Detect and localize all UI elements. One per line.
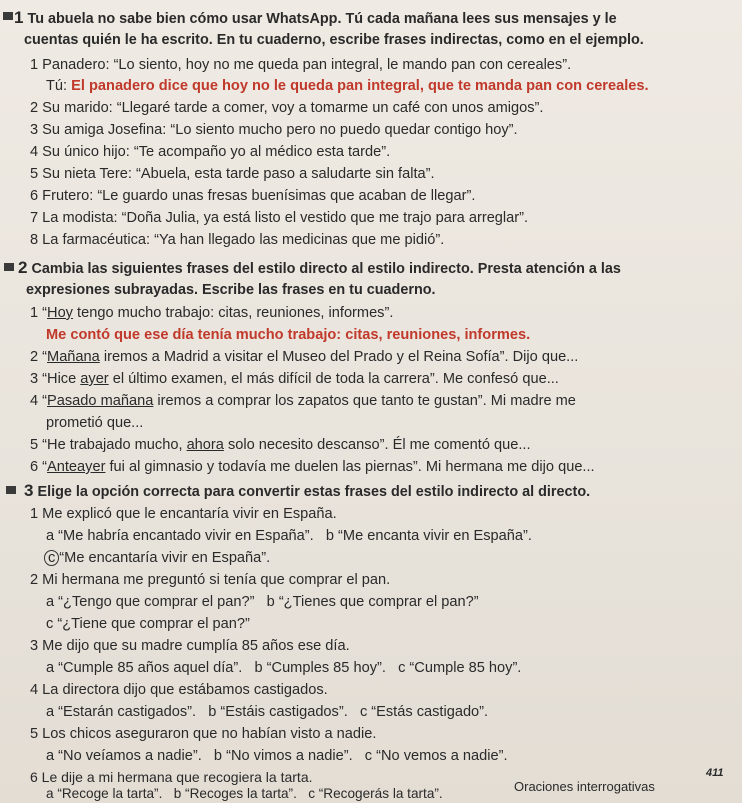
ex3-q6-option-b: b “Recoges la tarta”. <box>173 786 297 801</box>
ex2-item-5-underlined: ahora <box>186 437 224 453</box>
page-number: 411 <box>706 767 724 779</box>
ex1-instruction-line1: 1 Tu abuela no sabe bien cómo usar WhatsApp. Tú cada mañana lees sus mensajes y le <box>14 8 617 27</box>
ex3-q1-option-a: a “Me habría encantado vivir en España”. <box>46 528 314 544</box>
ex2-instruction-line1: 2 Cambia las siguientes frases del estilo directo al estilo indirecto. Presta atención a las <box>18 258 621 277</box>
ex3-question-2: 2 Mi hermana me preguntó si tenía que comprar el pan. <box>30 572 391 588</box>
ex1-item-5: 5 Su nieta Tere: “Abuela, esta tarde paso a saludarte sin falta”. <box>30 166 435 182</box>
ex3-q2-options-ab <box>46 593 479 611</box>
ex3-question-5: 5 Los chicos aseguraron que no habían visto a nadie. <box>30 726 377 742</box>
ex1-example: Tú: El panadero dice que hoy no le queda pan integral, que te manda pan con cereales. <box>46 78 649 94</box>
ex2-item-3-underlined: ayer <box>80 371 109 387</box>
ex3-instruction: 3 Elige la opción correcta para convertir estas frases del estilo indirecto al directo. <box>24 481 591 500</box>
ex1-item-7: 7 La modista: “Doña Julia, ya está listo el vestido que me trajo para arreglar”. <box>30 210 529 226</box>
ex2-item-3: 3 “Hice ayer el último examen, el más difícil de toda la carrera”. Me confesó que... <box>30 371 559 387</box>
ex3-question-6: 6 Le dije a mi hermana que recogiera la tarta. <box>30 769 313 785</box>
ex3-q2-option-a: a “¿Tengo que comprar el pan?” <box>46 594 255 610</box>
ex3-q2-option-b: b “¿Tienes que comprar el pan?” <box>266 594 479 610</box>
ex3-q6-option-a: a “Recoge la tarta”. <box>46 786 163 801</box>
ex3-q4-option-a: a “Estarán castigados”. <box>46 704 197 720</box>
ex1-item-4: 4 Su único hijo: “Te acompaño yo al médico esta tarde”. <box>30 144 391 160</box>
ex1-item-6: 6 Frutero: “Le guardo unas fresas buenísimas que acaban de llegar”. <box>30 188 476 204</box>
ex3-q1-answer-circle: c <box>44 550 59 566</box>
ex3-q4-option-b: b “Estáis castigados”. <box>208 704 348 720</box>
ex2-example-answer: Me contó que ese día tenía mucho trabajo: citas, reuniones, informes. <box>46 327 531 343</box>
ex1-number: 1 <box>14 8 24 27</box>
footer-section-title: Oraciones interrogativas <box>514 779 655 794</box>
ex1-instruction-line2: cuentas quién le ha escrito. En tu cuaderno, escribe frases indirectas, como en el ejemplo. <box>24 32 644 48</box>
ex3-q3-option-a: a “Cumple 85 años aquel día”. <box>46 660 243 676</box>
ex2-item-4-continuation: prometió que... <box>46 415 144 431</box>
ex3-q4-option-c: c “Estás castigado”. <box>359 704 489 720</box>
ex3-q1-options-ab <box>46 527 532 545</box>
ex3-q3-option-c: c “Cumple 85 hoy”. <box>398 660 522 676</box>
ex1-item-1: 1 Panadero: “Lo siento, hoy no me queda pan integral, le mando pan con cereales”. <box>30 57 572 73</box>
ex2-item-2-underlined: Mañana <box>47 349 100 365</box>
ex3-q3-option-b: b “Cumples 85 hoy”. <box>254 660 386 676</box>
ex1-item-3: 3 Su amiga Josefina: “Lo siento mucho pero no puedo quedar contigo hoy”. <box>30 122 518 138</box>
ex2-item-1-underlined: Hoy <box>47 305 73 321</box>
ex3-q6-option-c: c “Recogerás la tarta”. <box>308 786 443 801</box>
exercise-2-marker <box>4 263 14 271</box>
ex3-q5-option-a: a “No veíamos a nadie”. <box>46 748 202 764</box>
ex2-instruction-line2: expresiones subrayadas. Escribe las frases en tu cuaderno. <box>26 282 436 298</box>
ex3-question-1: 1 Me explicó que le encantaría vivir en España. <box>30 506 337 522</box>
ex2-number: 2 <box>18 258 28 277</box>
ex2-item-6-underlined: Anteayer <box>47 459 106 475</box>
ex3-q4-options <box>46 703 488 721</box>
ex1-item-2: 2 Su marido: “Llegaré tarde a comer, voy a tomarme un café con unos amigos”. <box>30 100 544 116</box>
exercise-3-marker <box>6 486 16 494</box>
ex3-q5-option-b: b “No vimos a nadie”. <box>213 748 353 764</box>
ex3-q1-option-c: c “Me encantaría vivir en España”. <box>44 549 270 567</box>
ex2-item-4-underlined: Pasado mañana <box>47 393 154 409</box>
ex2-item-1: 1 “Hoy tengo mucho trabajo: citas, reuniones, informes”. <box>30 305 394 321</box>
ex2-item-6: 6 “Anteayer fui al gimnasio y todavía me duelen las piernas”. Mi hermana me dijo que... <box>30 459 595 475</box>
ex3-q2-option-c: c “¿Tiene que comprar el pan?” <box>46 616 250 632</box>
ex3-q5-options <box>46 747 508 765</box>
ex3-number: 3 <box>24 481 34 500</box>
exercise-1-marker <box>3 12 13 20</box>
ex3-q1-option-b: b “Me encanta vivir en España”. <box>325 528 532 544</box>
ex2-item-5: 5 “He trabajado mucho, ahora solo necesito descanso”. Él me comentó que... <box>30 437 531 453</box>
ex3-q5-option-c: c “No vemos a nadie”. <box>364 748 508 764</box>
ex3-question-3: 3 Me dijo que su madre cumplía 85 años ese día. <box>30 638 350 654</box>
ex1-item-8: 8 La farmacéutica: “Ya han llegado las medicinas que me pidió”. <box>30 232 445 248</box>
ex3-question-4: 4 La directora dijo que estábamos castigados. <box>30 682 328 698</box>
ex3-q3-options <box>46 659 521 677</box>
ex2-item-2: 2 “Mañana iremos a Madrid a visitar el Museo del Prado y el Reina Sofía”. Dijo que... <box>30 349 579 365</box>
ex2-item-4: 4 “Pasado mañana iremos a comprar los zapatos que tanto te gustan”. Mi madre me <box>30 393 576 409</box>
ex3-q6-options <box>46 786 443 802</box>
